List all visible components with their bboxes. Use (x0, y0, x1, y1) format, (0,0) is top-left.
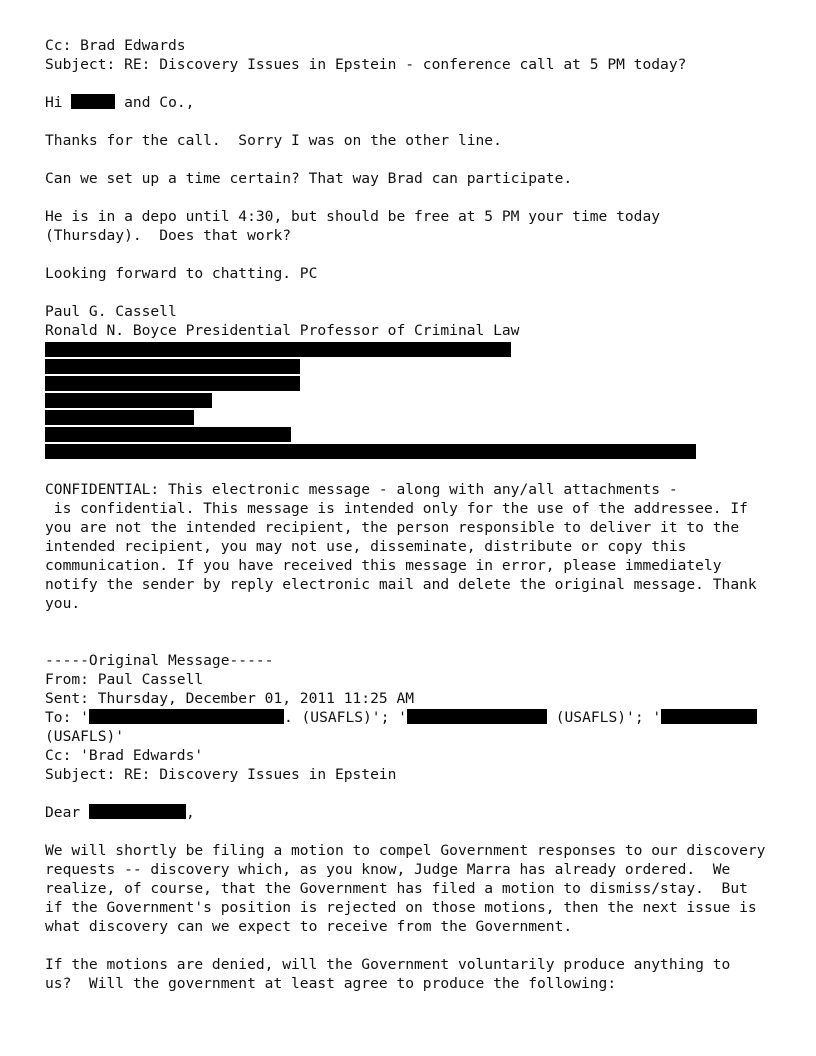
confidential-line-2: is confidential. This message is intended only for the use of the addressee. If (45, 500, 748, 517)
original-to-line-1 (45, 708, 775, 727)
redaction-block (45, 342, 511, 357)
spacer (45, 112, 775, 131)
reply-paragraph-1: Thanks for the call. Sorry I was on the other line. (45, 132, 502, 149)
original-subject: Subject: RE: Discovery Issues in Epstein (45, 766, 397, 783)
spacer (45, 188, 775, 207)
redaction-block (45, 393, 212, 408)
confidential-line-7: you. (45, 595, 81, 612)
redaction-block (45, 359, 300, 374)
redaction-block (45, 444, 696, 459)
spacer (45, 632, 775, 651)
greeting-line (45, 93, 775, 112)
redaction-block (45, 410, 194, 425)
dear-text: Dear (45, 804, 89, 821)
reply-paragraph-3-line-2: (Thursday). Does that work? (45, 227, 292, 244)
original-body-1-line-4: if the Government's position is rejected on those motions, then the next issue is (45, 899, 757, 916)
spacer (45, 822, 775, 841)
redaction-block (661, 709, 757, 724)
spacer (45, 461, 775, 480)
redaction-block (89, 804, 186, 819)
greeting-start: Hi (45, 94, 72, 111)
spacer (45, 784, 775, 803)
redaction-block (89, 709, 284, 724)
redaction-block (407, 709, 547, 724)
original-body-2-line-1: If the motions are denied, will the Government voluntarily produce anything to (45, 956, 731, 973)
original-from: From: Paul Cassell (45, 671, 204, 688)
email-document (45, 36, 775, 993)
subject-line: Subject: RE: Discovery Issues in Epstein - conference call at 5 PM today? (45, 56, 687, 73)
original-body-1-line-1: We will shortly be filing a motion to compel Government responses to our discovery (45, 842, 766, 859)
spacer (45, 74, 775, 93)
confidential-line-3: you are not the intended recipient, the person responsible to deliver it to the (45, 519, 740, 536)
original-cc: Cc: 'Brad Edwards' (45, 747, 204, 764)
redaction-block (71, 94, 115, 109)
original-to-line-2: (USAFLS)' (45, 728, 125, 745)
confidential-line-5: communication. If you have received this message in error, please immediately (45, 557, 722, 574)
spacer (45, 150, 775, 169)
redaction-block (45, 427, 291, 442)
to-mid-2: (USAFLS)'; ' (546, 709, 662, 726)
reply-paragraph-2: Can we set up a time certain? That way Brad can participate. (45, 170, 573, 187)
original-salutation (45, 803, 775, 822)
spacer (45, 245, 775, 264)
original-message-divider: -----Original Message----- (45, 652, 274, 669)
confidential-line-6: notify the sender by reply electronic mail and delete the original message. Thank (45, 576, 757, 593)
signature-title: Ronald N. Boyce Presidential Professor of Criminal Law (45, 322, 520, 339)
to-prefix: To: ' (45, 709, 89, 726)
greeting-end: and Co., (115, 94, 195, 111)
signature-name: Paul G. Cassell (45, 303, 177, 320)
dear-comma: , (185, 804, 195, 821)
original-body-1-line-3: realize, of course, that the Government has filed a motion to dismiss/stay. But (45, 880, 748, 897)
confidential-line-4: intended recipient, you may not use, disseminate, distribute or copy this (45, 538, 687, 555)
to-mid-1: . (USAFLS)'; ' (283, 709, 407, 726)
original-body-1-line-2: requests -- discovery which, as you know, Judge Marra has already ordered. We (45, 861, 731, 878)
spacer (45, 936, 775, 955)
original-sent: Sent: Thursday, December 01, 2011 11:25 AM (45, 690, 415, 707)
cc-line: Cc: Brad Edwards (45, 37, 186, 54)
spacer (45, 283, 775, 302)
confidential-line-1: CONFIDENTIAL: This electronic message - along with any/all attachments - (45, 481, 678, 498)
redaction-block (45, 376, 300, 391)
reply-paragraph-3-line-1: He is in a depo until 4:30, but should be free at 5 PM your time today (45, 208, 661, 225)
reply-paragraph-4: Looking forward to chatting. PC (45, 265, 318, 282)
spacer (45, 613, 775, 632)
original-body-2-line-2: us? Will the government at least agree to produce the following: (45, 975, 617, 992)
original-body-1-line-5: what discovery can we expect to receive from the Government. (45, 918, 573, 935)
